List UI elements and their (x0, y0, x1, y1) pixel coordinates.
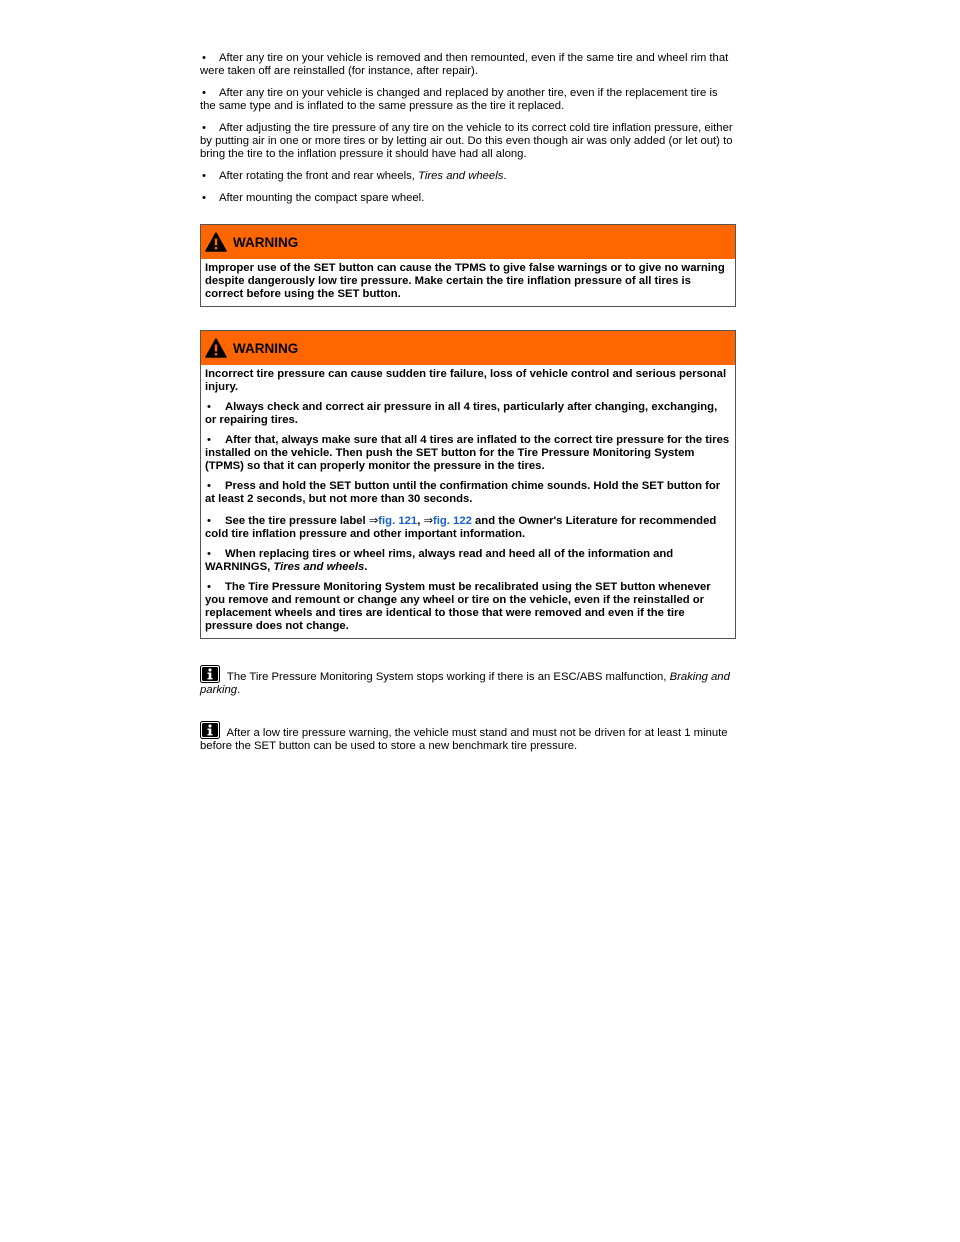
warning-item-text: The Tire Pressure Monitoring System must be recalibrated using the SET button whenever you remove and remount or change any wheel or tire on the vehicle, even if the reinstalled or replacement wheels and tires are identical to those that were removed and even if the tire pressure does not change. (205, 581, 711, 632)
bullet-item (200, 87, 736, 113)
bullet-item (200, 52, 736, 78)
note-text-end: . (237, 684, 241, 696)
bullet-text: After adjusting the tire pressure of any tire on the vehicle to its correct cold tire inflation pressure, either by putting air in one or more tires or by letting air out. Do this even though air was only added (or let out) to bring the tire to the inflation pressure it should have had all along. (200, 122, 733, 160)
warning-text: Improper use of the SET button can cause the TPMS to give false warnings or to give no warning despite dangerously low tire pressure. Make certain the tire inflation pressure of all tires is correct before using the SET button. (205, 262, 725, 300)
note (200, 721, 736, 753)
warning-intro: Incorrect tire pressure can cause sudden tire failure, loss of vehicle control and serious personal injury. (205, 368, 727, 393)
warning-item-text: and the Owner's Literature for recommended cold tire inflation pressure and other important information. (205, 515, 717, 540)
bullet-text: After mounting the compact spare wheel. (219, 192, 425, 204)
bullet-item (200, 192, 736, 205)
warning-box (200, 330, 736, 639)
warning-title: WARNING (233, 234, 299, 250)
note (200, 665, 736, 697)
note-text: The Tire Pressure Monitoring System stops working if there is an ESC/ABS malfunction, (224, 671, 670, 683)
note-text: After a low tire pressure warning, the vehicle must stand and must not be driven for at least 1 minute before the SET button can be used to store a new benchmark tire pressure. (200, 727, 728, 752)
warning-body (201, 259, 735, 306)
page-content (200, 52, 736, 753)
warning-item (205, 480, 731, 506)
warning-header (201, 225, 735, 259)
warning-item (205, 581, 731, 633)
warning-item-text: When replacing tires or wheel rims, always read and heed all of the information and WARNINGS, (205, 548, 674, 573)
warning-item-text: Always check and correct air pressure in all 4 tires, particularly after changing, exchanging, or repairing tires. (205, 401, 718, 426)
bullet-dot: • (207, 581, 211, 593)
warning-item (205, 434, 731, 473)
warning-title: WARNING (233, 340, 299, 356)
arrow-glyph: ⇒ (423, 515, 433, 527)
arrow-glyph: ⇒ (368, 515, 379, 527)
bullet-dot: • (202, 122, 206, 134)
warning-item-text: See the tire pressure label (225, 515, 369, 527)
bullet-text: After any tire on your vehicle is removed and then remounted, even if the same tire and wheel rim that were taken off are reinstalled (for instance, after repair). (200, 52, 729, 77)
bullet-dot: • (207, 480, 211, 492)
bullet-dot: • (202, 52, 206, 64)
warning-triangle-icon (205, 338, 227, 358)
warning-triangle-icon (205, 232, 227, 252)
figure-link-121[interactable]: fig. 121 (378, 515, 418, 527)
cross-reference: Braking and parking (200, 671, 730, 696)
bullet-text: After any tire on your vehicle is changed and replaced by another tire, even if the replacement tire is the same type and is inflated to the same pressure as the tire it replaced. (200, 87, 718, 112)
bullet-dot: • (207, 434, 211, 446)
bullet-text: After rotating the front and rear wheels, (219, 170, 419, 182)
bullet-dot: • (202, 170, 206, 182)
cross-reference: Tires and wheels (273, 561, 365, 573)
bullet-dot: • (207, 548, 211, 560)
warning-item (205, 401, 731, 427)
warning-item (205, 548, 731, 574)
info-note-icon (200, 721, 220, 739)
bullet-item (200, 170, 736, 183)
warning-item-text: After that, always make sure that all 4 tires are inflated to the correct tire pressure for the tires installed on the vehicle. Then push the SET button for the Tire Pressure Monitoring System (TPMS) so that it can properly monitor the pressure in the tires. (205, 434, 730, 472)
info-note-icon (200, 665, 220, 683)
bullet-dot: • (207, 401, 211, 413)
warning-header (201, 331, 735, 365)
warning-box (200, 224, 736, 307)
separator: , (417, 515, 424, 527)
cross-reference: Tires and wheels (418, 170, 504, 182)
bullet-item (200, 122, 736, 161)
warning-body (201, 365, 735, 638)
warning-item-text: . (364, 561, 368, 573)
bullet-dot: • (207, 515, 211, 527)
bullet-dot: • (202, 192, 206, 204)
bullet-text-end: . (503, 170, 507, 182)
bullet-dot: • (202, 87, 206, 99)
warning-item (205, 515, 731, 541)
figure-link-122[interactable]: fig. 122 (432, 515, 472, 527)
warning-item-text: Press and hold the SET button until the confirmation chime sounds. Hold the SET button for at least 2 seconds, but not more than 30 seconds. (205, 480, 721, 505)
